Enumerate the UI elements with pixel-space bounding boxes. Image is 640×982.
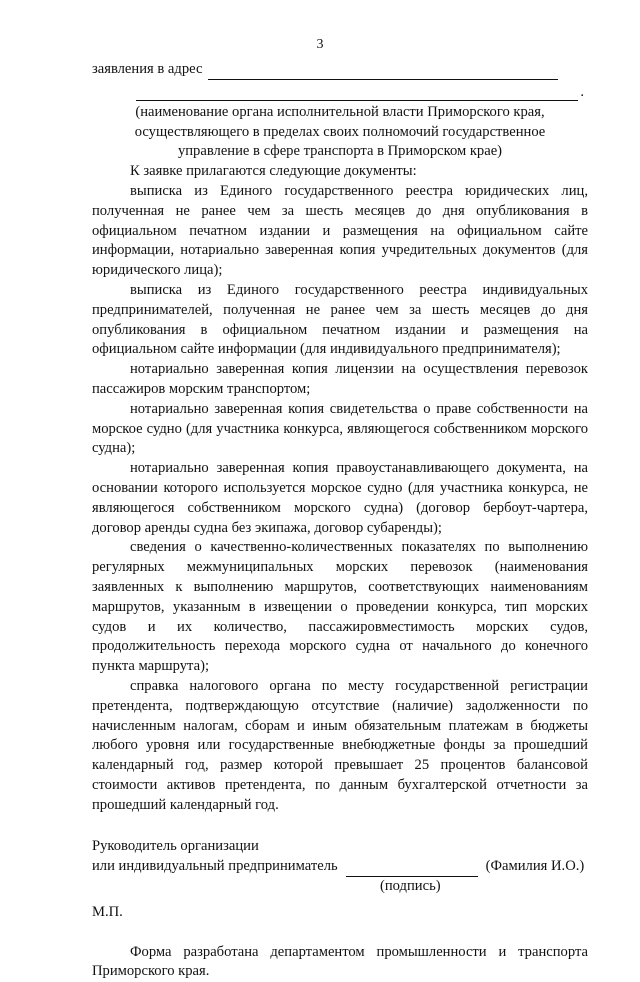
authority-note-line: осуществляющего в пределах своих полномочий государственное xyxy=(134,123,546,140)
page-number: 3 xyxy=(316,37,324,52)
address-label: заявления в адрес xyxy=(92,61,203,77)
authority-note xyxy=(92,103,588,162)
attachment-item: нотариально заверенная копия правоустанавливающего документа, на основании которого используется морское судно (для участника конкурса, не являющегося собственником морского судна) (договор бербоут-чартера, договор аренды судна без экипажа, договор субаренды); xyxy=(92,460,588,536)
attachment-item: выписка из Единого государственного реестра индивидуальных предпринимателей, полученная не ранее чем за шесть месяцев до дня опубликования в официальном печатном издании и размещения на официальном сайте информации (для индивидуального предпринимателя); xyxy=(92,281,588,358)
attachment-item: выписка из Единого государственного реестра юридических лиц, полученная не ранее чем за шесть месяцев до дня опубликования в официальном печатном издании и размещения на официальном сайте информации, нотариально заверенная копия учредительных документов (для юридического лица); xyxy=(92,182,588,279)
signature-sign-hint: (подпись) xyxy=(380,878,441,895)
address-period: . xyxy=(580,84,584,100)
signature-row xyxy=(92,857,588,877)
address-fill-line xyxy=(208,65,558,80)
authority-note-line: (наименование органа исполнительной власти Приморского края, xyxy=(135,103,545,120)
signature-role-line-2: или индивидуальный предприниматель xyxy=(92,858,338,875)
footer-note: Форма разработана департаментом промышленности и транспорта Приморского края. xyxy=(92,943,588,980)
authority-note-line: управление в сфере транспорта в Приморском крае) xyxy=(177,143,503,160)
address-row xyxy=(92,60,588,80)
document-body xyxy=(92,60,588,982)
signature-line xyxy=(346,862,478,877)
attachments-intro: К заявке прилагаются следующие документы: xyxy=(130,163,417,180)
signature-block xyxy=(92,837,588,896)
attachment-item: справка налогового органа по месту государственной регистрации претендента, подтверждающую отсутствие (наличие) задолженности по начисленным налогам, сборам и иным обязательным платежам в бюджеты любого уровня или государственные внебюджетные фонды за прошедший календарный год, размер которой превышает 25 процентов балансовой стоимости активов претендента, по данным бухгалтерской отчетности за прошедший календарный год. xyxy=(92,677,588,813)
attachment-item: сведения о качественно-количественных показателях по выполнению регулярных межмуниципальных морских перевозок (наименования заявленных к выполнению маршрутов, соответствующих наименованиям маршрутов, указанным в извещении о проведении конкурса, тип морских судов и их количество, пассажировместимость морских судов, продолжительность перехода морского судна от начального до конечного пункта маршрута); xyxy=(92,539,588,675)
address-fill-line-2 xyxy=(136,84,584,101)
attachment-item: нотариально заверенная копия свидетельства о праве собственности на морское судно (для участника конкурса, являющегося собственником морского судна); xyxy=(92,400,588,457)
signature-name-hint: (Фамилия И.О.) xyxy=(485,858,585,875)
stamp-label: М.П. xyxy=(92,903,123,920)
attachment-item: нотариально заверенная копия лицензии на осуществления перевозок пассажиров морским транспортом; xyxy=(92,361,588,397)
signature-role-line-1: Руководитель организации xyxy=(92,838,259,855)
